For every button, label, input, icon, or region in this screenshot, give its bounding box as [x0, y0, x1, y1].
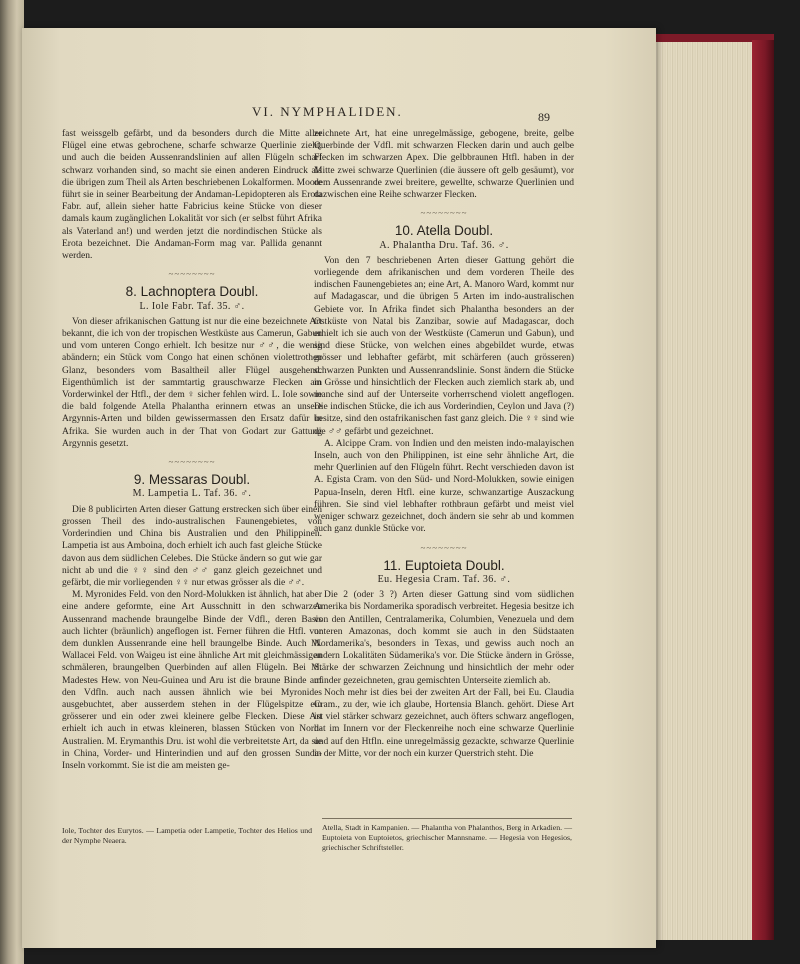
- section-11-text-2: Noch mehr ist dies bei der zweiten Art der Fall, bei Eu. Claudia Cram., zu der, wie ich glaube, Hortensia Blanch. gehört. Diese Art ist viel stärker schwarz gezeichnet, auch öfters schwarz angeflogen, hat im Innern vor der Fleckenreihe noch eine schwarze Querlinie und auf den Htfln. eine unregelmässig gezackte, schwarze Querlinie in der Mitte, vor der noch ein kurzer Querstrich steht. Die: [314, 687, 574, 759]
- section-8-species: L. Iole Fabr. Taf. 35. ♂.: [139, 300, 245, 312]
- book-page-stack: [652, 36, 755, 940]
- book-cover-spine: [752, 40, 774, 940]
- section-10-text-1: Von den 7 beschriebenen Arten dieser Gattung gehört die vorliegende dem afrikanischen und dem vorderen Theile des indischen Faunengebietes an; eine Art, A. Manoro Ward, kommt nur auf Madagascar, und die übrigen 5 Arten im indo-australischen Gebiete vor. In Afrika findet sich Phalantha besonders an der Ostküste von Natal bis Zanzibar, sowie auf Madagascar, doch erhielt ich sie auch von der Westküste (Camerun und Gabun), und sind diese Stücke, von welchen eines abgebildet wurde, etwas grösser und lebhafter gefärbt, mit schärferen (auch grösseren) schwarzen Punkten und Aussenrandslinie. Sonst ändern die Stücke in Grösse und hinsichtlich der Flecken auch ziemlich stark ab, und manche sind auf der Unterseite vorherrschend violett angeflogen. Die indischen Stücke, die ich aus Vorderindien, Ceylon und Java (?) besitze, sind den ostafrikanischen fast ganz gleich. Die ♀♀ sind wie die ♂♂ gefärbt und gezeichnet.: [314, 255, 574, 437]
- ornament-divider: ~~~~~~~~: [420, 208, 468, 219]
- ornament-divider: ~~~~~~~~: [168, 269, 216, 280]
- right-footnote: Atella, Stadt in Kampanien. — Phalantha von Phalanthos, Berg in Arkadien. — Euptoieta von Euptoietos, griechischer Mannsname. — Hegesia von Hegesios, griechischer Schriftsteller.: [322, 818, 572, 853]
- section-11-title: 11. Euptoieta Doubl.: [383, 557, 505, 573]
- section-10-title: 10. Atella Doubl.: [394, 223, 494, 239]
- left-footnote: Iole, Tochter des Eurytos. — Lampetia oder Lampetie, Tochter des Helios und der Nymphe Neaera.: [62, 826, 312, 845]
- section-8-text: Von dieser afrikanischen Gattung ist nur die eine bezeichnete Art bekannt, die ich von der tropischen Westküste aus Camerun, Gabun und vom unteren Congo erhielt. Ich besitze nur ♂♂, die wenig abändern; ein Stück vom Congo hat einen schönen violettrothen Glanz, besonders vom Basaltheil aller Flügel ausgehend. Eigenthümlich ist der sammtartig grauschwarze Flecken am Vorderwinkel der Htfl., der dem ♀ sicher fehlen wird. L. Iole sowie die bald folgende Atella Phalantha erinnern etwas an unsere Argynnis-Arten und bilden gewissermassen den Ersatz dafür in Afrika. Sie wurden auch in der That von Godart zur Gattung Argynnis gesetzt.: [62, 316, 322, 449]
- section-9-text-1: Die 8 publicirten Arten dieser Gattung erstrecken sich über einen grossen Theil des indo-australischen Faunengebietes, von Vorderindien und China bis Australien und den Philippinen. Lampetia ist aus Amboina, doch erhielt ich auch fast gleiche Stücke davon aus dem südlichen Celebes. Die Stücke ändern so gut wie gar nicht ab und die ♀♀ sind den ♂♂ ganz gleich gezeichnet und gefärbt, die mir vorliegenden ♀♀ nur etwas grösser als die ♂♂.: [62, 504, 322, 588]
- right-intro-paragraph: zeichnete Art, hat eine unregelmässige, gebogene, breite, gelbe Querbinde der Vdfl. mit schwarzen Flecken darin und auch gelbe Flecken im schwarzen Apex. Die gelbbraunen Htfl. haben in der Mitte zwei schwarze Querlinien (die äussere oft gelb gesäumt), vor dem Aussenrande zwei breitere, gewellte, schwarze Querlinien und dazwischen eine Reihe schwarzer Flecken.: [314, 129, 574, 201]
- ornament-divider: ~~~~~~~~: [168, 457, 216, 468]
- section-10-text-2: A. Alcippe Cram. von Indien und den meisten indo-malayischen Inseln, auch von den Philippinen, ist eine sehr ähnliche Art, die mehr Querlinien auf den Flügeln führt. Recht verschieden davon ist A. Egista Cram. von den Süd- und Nord-Molukken, sowie einigen Papua-Inseln, deren Htfl. eine kurze, schwanzartige Auszackung führen. Sie sind viel lebhafter rothbraun gefärbt und meist viel weniger schwarz gezeichnet, doch ändern sie sehr ab und kommen auch ganz dunkle Stücke vor.: [314, 438, 574, 535]
- section-8-title: 8. Lachnoptera Doubl.: [125, 284, 259, 300]
- section-9-species: M. Lampetia L. Taf. 36. ♂.: [132, 488, 252, 500]
- page-number: 89: [538, 110, 550, 124]
- section-9-title: 9. Messaras Doubl.: [133, 472, 251, 488]
- left-column: [62, 128, 322, 772]
- right-column: [314, 128, 574, 760]
- adjacent-page-edge: [0, 0, 24, 964]
- left-intro-paragraph: fast weissgelb gefärbt, und da besonders durch die Mitte aller Flügel eine etwas gebrochene, scharfe schwarze Querlinie zieht, und auch die beiden Aussenrandslinien auf allen Flügeln scharf schwarz vorhanden sind, so macht sie einen anderen Eindruck als die übrigen zum Theil als Arten beschriebenen Lokalformen. Moore führt sie in seiner Bearbeitung der Andaman-Lepidopteren als Erota Fabr. auf, allein sieher hatte Fabricius keine Stücke von dieser damals kaum zugänglichen Lokalität vor sich (er selbst führt Afrika als Vaterland an!) und werden jetzt die nordindischen Stücke als Erota bezeichnet. Die Andaman-Form mag var. Pallida genannt werden.: [62, 129, 322, 262]
- section-9-text-2: M. Myronides Feld. von den Nord-Molukken ist ähnlich, hat aber eine andere geformte, eine Art Ausschnitt in den schwarzen Aussenrand machende braungelbe Binde der Vdfl., deren Basis auch lichter (bräunlich) angeflogen ist. Ferner führen die Htfl. vor dem dunklen Aussenrande eine hell braungelbe Binde. Auch M. Wallacei Feld. von Waigeu ist eine ähnliche Art mit gleichmässigen schmäleren, braungelben Querbinden auf allen Flügeln. Bei M. Madestes Hew. von Neu-Guinea und Aru ist die braune Binde auf den Vdfln. auch nach aussen ähnlich wie bei Myronides ausgebuchtet, aber ausserdem stehen in der Flügelspitze ein grösserer und ein oder zwei kleinere gelbe Flecken. Diese Art erhielt ich auch in etwas kleineren, blassen Stücken von Nord-Australien. M. Erymanthis Dru. ist wohl die verbreitetste Art, da sie in China, Vorder- und Hinterindien und auf den grossen Sunda-Inseln vorkommt. Sie ist die am meisten ge-: [62, 590, 322, 771]
- section-11-species: Eu. Hegesia Cram. Taf. 36. ♂.: [377, 573, 511, 585]
- ornament-divider: ~~~~~~~~: [420, 542, 468, 553]
- section-10-species: A. Phalantha Dru. Taf. 36. ♂.: [379, 239, 509, 251]
- section-11-text-1: Die 2 (oder 3 ?) Arten dieser Gattung sind vom südlichen Amerika bis Nordamerika sporadisch verbreitet. Hegesia besitze ich von den Antillen, Centralamerika, Columbien, Venezuela und dem unteren Amazonas, doch kommt sie auch in den Südstaaten Nordamerika's, besonders in Texas, und gewiss auch noch an andern Lokalitäten Südamerika's vor. Die Stücke ändern in Grösse, Stärke der schwarzen Zeichnung und hinsichtlich der mehr oder minder gezeichneten, grau gemischten Unterseite ziemlich ab.: [314, 590, 574, 686]
- running-head: VI. NYMPHALIDEN.: [252, 104, 403, 119]
